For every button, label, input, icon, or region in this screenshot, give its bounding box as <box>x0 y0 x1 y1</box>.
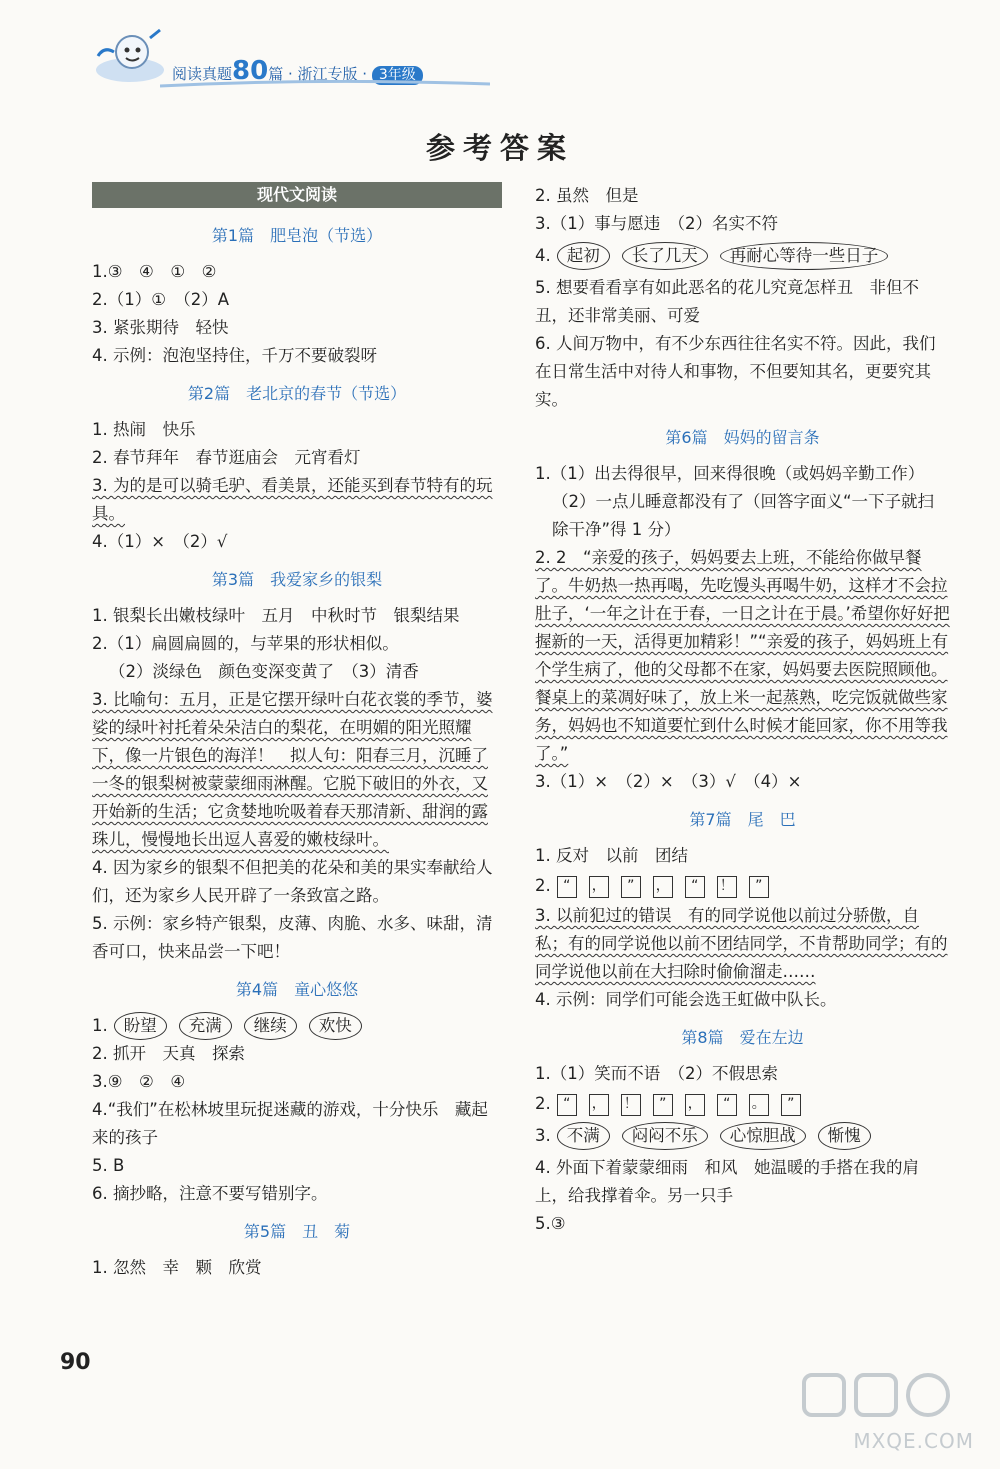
article-title-7: 第7篇 尾 巴 <box>689 810 796 829</box>
book-title-number: 80 <box>232 56 269 86</box>
answer-line: 4. 外面下着蒙蒙细雨 和风 她温暖的手搭在我的肩上，给我撑着伞。另一只手 <box>535 1158 919 1205</box>
circled-word: 起初 <box>557 242 610 270</box>
answer-line-underlined: 2. 2 “亲爱的孩子，妈妈要去上班，不能给你做早餐了。牛奶热一热再喝，先吃馒头再喝牛奶，这样才不会拉肚子，‘一年之计在于春，一日之计在于晨。’希望你好好把握新的一天，活得更加精彩！”“亲爱的孩子，妈妈班上有个学生病了，他的父母都不在家，妈妈要去医院照顾他。餐桌上的菜凋好味了，放上米一起蒸熟，吃完饭就做些家务，妈妈也不知道要忙到什么时候才能回家，你不用等我了。” <box>535 548 950 763</box>
answer-line: 4. 示例：同学们可能会选王虹做中队长。 <box>535 990 837 1009</box>
punct-box: 。 <box>749 1094 769 1116</box>
answer-line-circled <box>92 1012 502 1040</box>
punctuation-boxes <box>535 1090 950 1118</box>
answer-line: 4.（1）× （2）√ <box>92 532 228 551</box>
punct-box: ， <box>653 876 673 898</box>
article-title-8: 第8篇 爱在左边 <box>681 1028 804 1047</box>
answer-line: 1.（1）笑而不语 （2）不假思索 <box>535 1064 778 1083</box>
answer-line: 5.③ <box>535 1214 566 1233</box>
punct-box: “ <box>557 1094 577 1116</box>
answer-line: 6. 人间万物中，有不少东西往往名实不符。因此，我们在日常生活中对待人和事物，不但要知其名，更要究其实。 <box>535 334 936 409</box>
article-title-5: 第5篇 丑 菊 <box>243 1222 351 1241</box>
answer-line: 1. 反对 以前 团结 <box>535 846 688 865</box>
punct-box: ！ <box>717 876 737 898</box>
header-swoosh-icon <box>160 80 490 88</box>
book-title-text: 阅读真题 <box>172 65 233 83</box>
answer-line-underlined: 3. 比喻句：五月，正是它摆开绿叶白花衣裳的季节，婆娑的绿叶衬托着朵朵洁白的梨花，在明媚的阳光照耀下，像一片银色的海洋！ 拟人句：阳春三月，沉睡了一冬的银梨树被蒙蒙细雨淋醒。它脱下破旧的外衣，又开始新的生活；它贪婪地吮吸着春天那清新、甜润的露珠儿，慢慢地长出逗人喜爱的嫩枝绿叶。 <box>92 690 493 849</box>
answer-line: 3. 紧张期待 轻快 <box>92 318 229 337</box>
answer-line-circled <box>535 242 950 270</box>
answer-line: 5. 想要看看享有如此恶名的花儿究竟怎样丑 非但不丑，还非常美丽、可爱 <box>535 278 919 325</box>
punct-box: ， <box>685 1094 705 1116</box>
answer-line-circled <box>535 1122 950 1150</box>
punct-box: “ <box>557 876 577 898</box>
section-bar-modern-reading: 现代文阅读 <box>92 182 502 208</box>
answer-line: 1.③ ④ ① ② <box>92 262 217 281</box>
answer-line: （2）一点儿睡意都没有了（回答字面义“一下子就扫除干净”得 1 分） <box>552 492 935 539</box>
answer-line: 6. 摘抄略，注意不要写错别字。 <box>92 1184 328 1203</box>
circled-word: 继续 <box>244 1012 297 1040</box>
answer-prefix: 2. <box>535 876 551 895</box>
answer-line: 3.（1）× （2）× （3）√ （4）× <box>535 772 802 791</box>
answer-line: 2. 抓开 天真 探索 <box>92 1044 245 1063</box>
punct-box: ” <box>749 876 769 898</box>
punct-box: ” <box>653 1094 673 1116</box>
answer-line: 3.⑨ ② ④ <box>92 1072 186 1091</box>
circled-word: 长了几天 <box>622 242 708 270</box>
answer-line: 1. 忽然 幸 颗 欣赏 <box>92 1258 262 1277</box>
circled-word: 欢快 <box>309 1012 362 1040</box>
book-header <box>90 24 490 94</box>
punct-box: ！ <box>621 1094 641 1116</box>
punct-box: ， <box>589 876 609 898</box>
circled-word: 充满 <box>179 1012 232 1040</box>
circled-word: 盼望 <box>114 1012 167 1040</box>
answer-line: 2.（1）扁圆扁圆的，与苹果的形状相似。 <box>92 634 399 653</box>
answer-line: （2）淡绿色 颜色变深变黄了 （3）清香 <box>109 662 419 681</box>
answer-line-underlined: 3. 以前犯过的错误 有的同学说他以前过分骄傲，自私；有的同学说他以前不团结同学，不肯帮助同学；有的同学说他以前在大扫除时偷偷溜走…… <box>535 906 948 981</box>
punct-box: “ <box>685 876 705 898</box>
circled-word: 再耐心等待一些日子 <box>720 242 889 270</box>
punctuation-boxes <box>535 872 950 900</box>
punct-box: ” <box>621 876 641 898</box>
article-title-1: 第1篇 肥皂泡（节选） <box>211 226 383 245</box>
punct-box: ， <box>589 1094 609 1116</box>
book-logo-icon <box>90 26 168 88</box>
answer-prefix: 2. <box>535 1094 551 1113</box>
answer-line: 1. 热闹 快乐 <box>92 420 196 439</box>
answer-line: 4.“我们”在松林坡里玩捉迷藏的游戏，十分快乐 藏起来的孩子 <box>92 1100 488 1147</box>
article-title-2: 第2篇 老北京的春节（节选） <box>187 384 407 403</box>
page-number: 90 <box>60 1350 91 1375</box>
grade-badge: 3年级 <box>372 66 423 85</box>
right-column <box>535 182 950 1238</box>
punct-box: “ <box>717 1094 737 1116</box>
answer-line: 2. 春节拜年 春节逛庙会 元宵看灯 <box>92 448 361 467</box>
answer-line: 1.（1）出去得很早，回来得很晚（或妈妈辛勤工作） <box>535 464 925 483</box>
circled-word: 闷闷不乐 <box>622 1122 708 1150</box>
page-title: 参考答案 <box>425 131 574 165</box>
answer-line: 1. 银梨长出嫩枝绿叶 五月 中秋时节 银梨结果 <box>92 606 460 625</box>
watermark-logo-icon <box>794 1367 974 1427</box>
answer-line: 5. 示例：家乡特产银梨，皮薄、肉脆、水多、味甜，清香可口，快来品尝一下吧！ <box>92 914 493 961</box>
answer-line: 2.（1）① （2）A <box>92 290 230 309</box>
answer-line-underlined: 3. 为的是可以骑毛驴、看美景，还能买到春节特有的玩具。 <box>92 476 493 523</box>
answer-line: 4. 示例：泡泡坚持住，千万不要破裂呀 <box>92 346 377 365</box>
watermark <box>794 1367 974 1453</box>
left-column <box>92 182 502 1282</box>
answer-line: 5. B <box>92 1156 125 1175</box>
circled-word: 不满 <box>557 1122 610 1150</box>
answer-prefix: 4. <box>535 246 551 265</box>
book-title-suffix: 篇 · 浙江专版 · <box>268 65 368 83</box>
punct-box: ” <box>781 1094 801 1116</box>
answer-line: 4. 因为家乡的银梨不但把美的花朵和美的果实奉献给人们，还为家乡人民开辟了一条致富之路。 <box>92 858 493 905</box>
article-title-4: 第4篇 童心悠悠 <box>235 980 359 999</box>
answer-line: 2. 虽然 但是 <box>535 186 639 205</box>
watermark-text: MXQE.COM <box>853 1429 974 1453</box>
article-title-3: 第3篇 我爱家乡的银梨 <box>211 570 383 589</box>
circled-word: 惭愧 <box>818 1122 871 1150</box>
circled-word: 心惊胆战 <box>720 1122 806 1150</box>
article-title-6: 第6篇 妈妈的留言条 <box>665 428 820 447</box>
answer-prefix: 1. <box>92 1016 108 1035</box>
answer-line: 3.（1）事与愿违 （2）名实不符 <box>535 214 778 233</box>
answer-prefix: 3. <box>535 1126 551 1145</box>
